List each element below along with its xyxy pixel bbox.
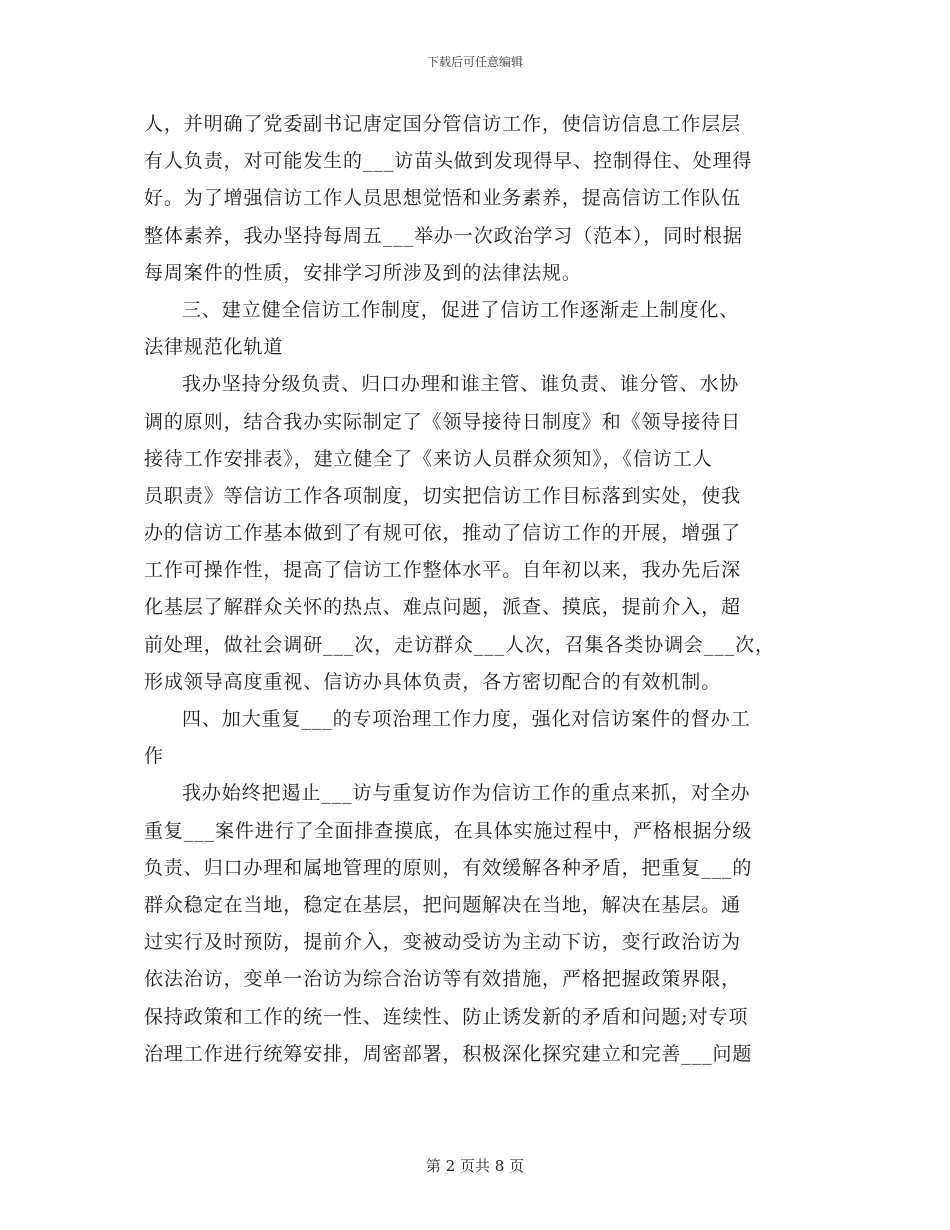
text-line: 负责、归口办理和属地管理的原则，有效缓解各种矛盾，把重复___的 <box>144 856 753 879</box>
text-line: 我办始终把遏止___访与重复访作为信访工作的重点来抓，对全办 <box>182 782 751 805</box>
text-line: 有人负责，对可能发生的___访苗头做到发现得早、控制得住、处理得 <box>144 150 753 173</box>
text-line: 化基层了解群众关怀的热点、难点问题，派查、摸底，提前介入，超 <box>144 596 742 619</box>
text-line: 三、建立健全信访工作制度，促进了信访工作逐渐走上制度化、 <box>182 298 740 321</box>
text-line: 保持政策和工作的统一性、连续性、防止诱发新的矛盾和问题;对专项 <box>144 1005 749 1028</box>
text-line: 每周案件的性质，安排学习所涉及到的法律法规。 <box>144 261 582 284</box>
text-line: 好。为了增强信访工作人员思想觉悟和业务素养，提高信访工作队伍 <box>144 187 742 210</box>
text-line: 整体素养，我办坚持每周五___举办一次政治学习（范本），同时根据 <box>144 224 743 247</box>
page-header: 下载后可任意编辑 <box>426 55 523 69</box>
text-line: 形成领导高度重视、信访办具体负责，各方密切配合的有效机制。 <box>144 670 722 693</box>
text-line: 调的原则，结合我办实际制定了《领导接待日制度》和《领导接待日 <box>144 410 742 433</box>
text-line: 员职责》等信访工作各项制度，切实把信访工作目标落到实处，使我 <box>144 484 742 507</box>
text-line: 群众稳定在当地，稳定在基层，把问题解决在当地，解决在基层。通 <box>144 893 742 916</box>
text-line: 工作可操作性，提高了信访工作整体水平。自年初以来，我办先后深 <box>144 559 742 582</box>
text-line: 四、加大重复___的专项治理工作力度，强化对信访案件的督办工 <box>182 708 751 730</box>
text-line: 过实行及时预防，提前介入，变被动受访为主动下访，变行政治访为 <box>144 931 742 954</box>
text-line: 前处理，做社会调研___次，走访群众___人次，召集各类协调会___次， <box>144 633 775 656</box>
text-line: 我办坚持分级负责、归口办理和谁主管、谁负责、谁分管、水协 <box>182 373 740 396</box>
text-line: 作 <box>144 745 164 768</box>
document-body <box>144 106 812 1073</box>
text-line: 法律规范化轨道 <box>144 336 284 359</box>
text-line: 依法治访，变单一治访为综合治访等有效措施，严格把握政策界限， <box>144 968 742 991</box>
text-line: 接待工作安排表》，建立健全了《来访人员群众须知》，《信访工人 <box>144 447 713 470</box>
text-line: 重复___案件进行了全面排查摸底，在具体实施过程中，严格根据分级 <box>144 819 753 842</box>
page-number: 第 2 页共 8 页 <box>425 1157 525 1175</box>
text-line: 人，并明确了党委副书记唐定国分管信访工作，使信访信息工作层层 <box>144 113 742 135</box>
text-line: 治理工作进行统筹安排，周密部署，积极深化探究建立和完善___问题 <box>144 1042 753 1065</box>
text-line: 办的信访工作基本做到了有规可依，推动了信访工作的开展，增强了 <box>144 522 742 545</box>
